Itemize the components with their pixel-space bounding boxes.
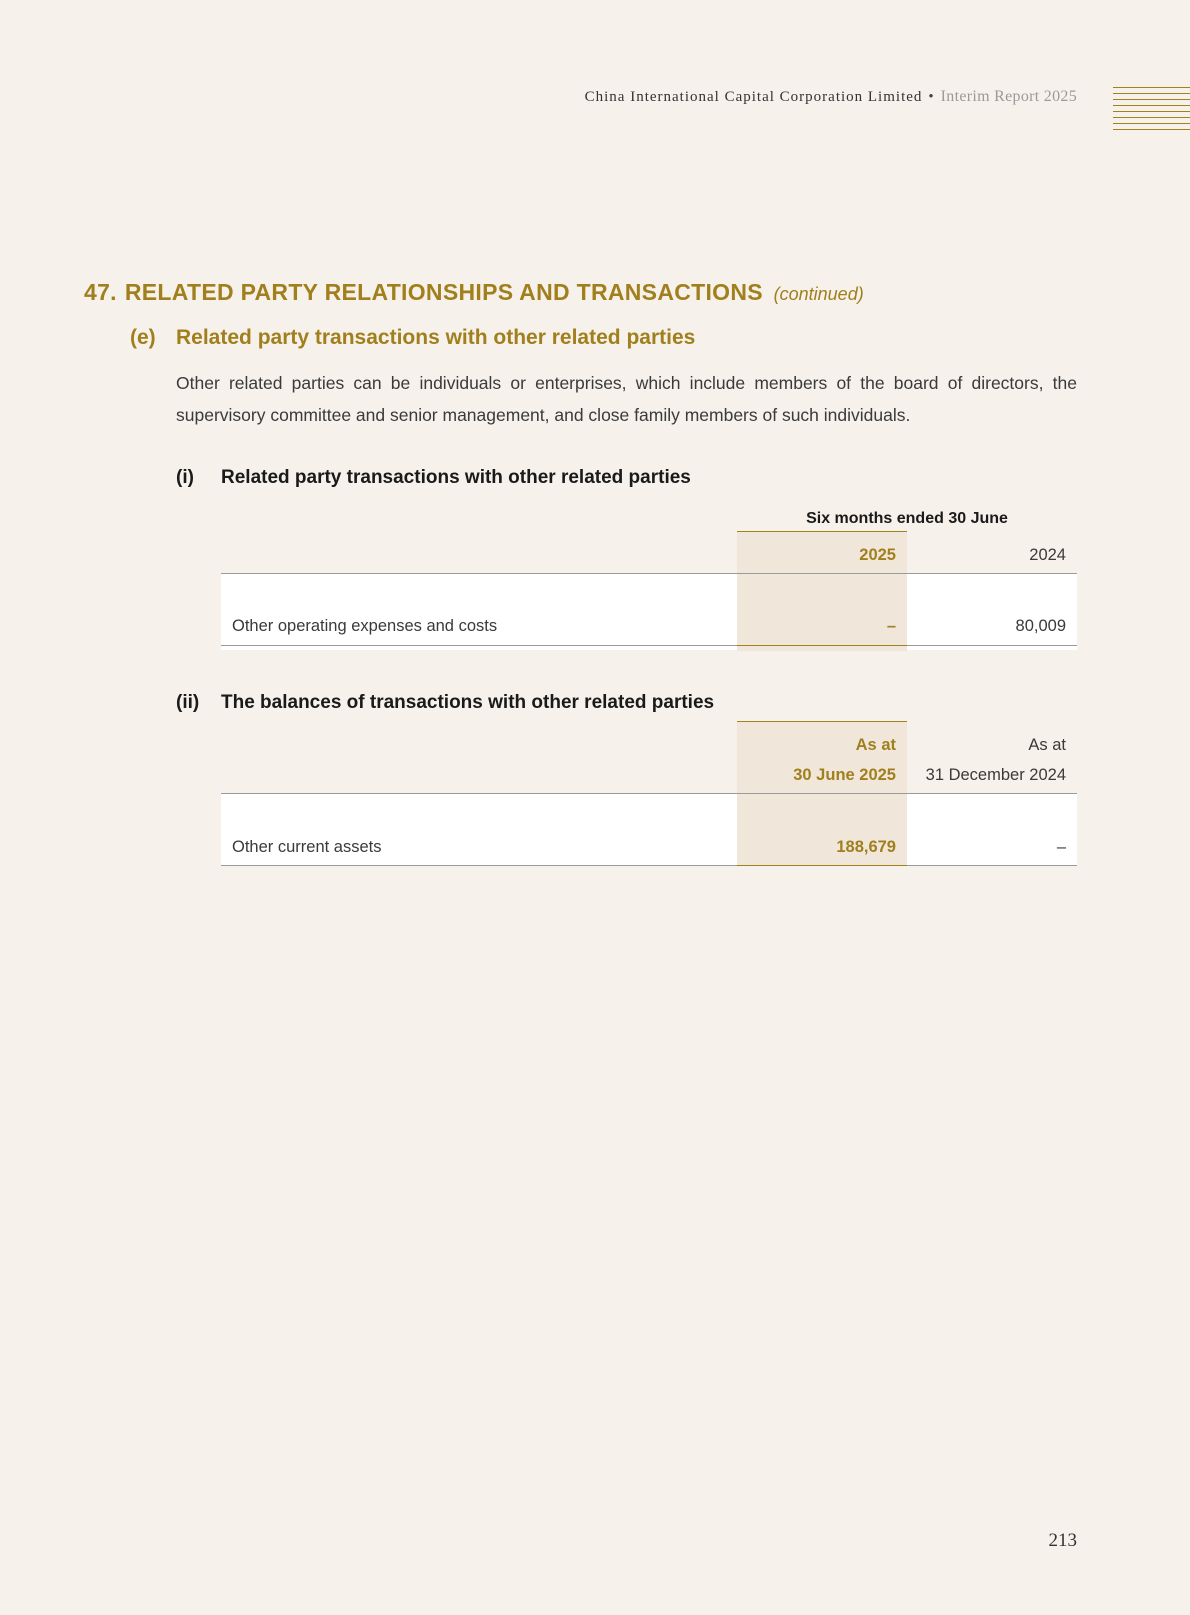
table2-col-prior-line1: As at	[1028, 736, 1066, 754]
table2-row-prior: –	[1056, 838, 1066, 856]
subsection-paragraph: Other related parties can be individuals or enterprises, which include members of the board of directors, the supervisory committee and senior management, and close family members of such individuals.	[176, 373, 1077, 425]
table1-label: (i)	[176, 467, 194, 488]
table1-title: Related party transactions with other related parties	[221, 467, 691, 488]
section-title-text: RELATED PARTY RELATIONSHIPS AND TRANSACTIONS	[124, 279, 763, 305]
table2-header-rule	[221, 793, 1077, 794]
table2-row-item: Other current assets	[232, 838, 382, 856]
table1-col-current: 2025	[859, 546, 896, 564]
table1-row-item: Other operating expenses and costs	[232, 617, 498, 635]
running-header	[585, 88, 1077, 106]
table1-row-current: –	[886, 617, 896, 635]
table1-heading	[176, 467, 691, 489]
header-decorative-lines	[1113, 87, 1190, 135]
page-number: 213	[1048, 1530, 1077, 1551]
table2-col-current-line2: 30 June 2025	[793, 766, 896, 784]
section-continued: (continued)	[773, 284, 864, 304]
table1	[221, 505, 1077, 645]
table1-header-rule	[221, 573, 1077, 574]
company-name: China International Capital Corporation Limited	[584, 89, 923, 105]
section-title	[84, 279, 864, 306]
table1-col-prior: 2024	[1029, 546, 1066, 564]
table1-row-band	[221, 574, 1077, 650]
table1-row-prior: 80,009	[1015, 617, 1066, 635]
subsection-label: (e)	[130, 326, 156, 349]
table2-title: The balances of transactions with other related parties	[221, 692, 715, 713]
table2-col-prior-line2: 31 December 2024	[925, 766, 1066, 784]
table2-row-current: 188,679	[836, 838, 896, 856]
section-number: 47.	[84, 279, 117, 305]
table1-period-header: Six months ended 30 June	[806, 510, 1008, 527]
subsection-title-text: Related party transactions with other related parties	[176, 326, 696, 349]
table2	[221, 721, 1077, 866]
table2-heading	[176, 692, 714, 714]
table1-bottom-rule	[221, 645, 1077, 646]
table2-col-current-line1: As at	[855, 736, 896, 754]
subsection-title	[130, 326, 695, 350]
header-separator: •	[928, 89, 935, 105]
table2-label: (ii)	[176, 692, 200, 713]
report-name: Interim Report 2025	[940, 88, 1077, 105]
table2-bottom-rule	[221, 865, 1077, 866]
